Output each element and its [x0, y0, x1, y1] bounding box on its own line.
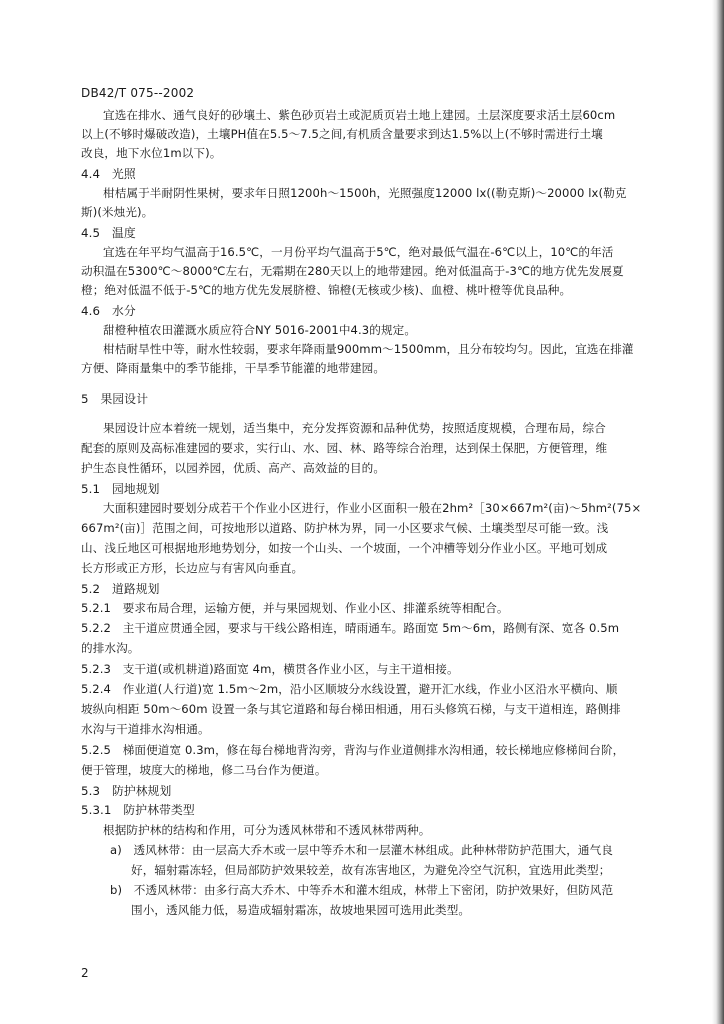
text-line: 配套的原则及高标准建园的要求，实行山、水、园、林、路等综合治理，达到保土保肥，方便管理，维	[81, 441, 608, 455]
text-line: 5.2.2 主干道应贯通全园，要求与干线公路相连，晴雨通车。路面宽 5m～6m，路侧有深、宽各 0.5m	[81, 621, 620, 635]
text-line: 水沟与干道排水沟相通。	[81, 722, 210, 736]
text-line: 好，辐射霜冻轻，但局部防护效果较差，故有冻害地区，为避免冷空气沉积，宜选用此类型；	[131, 863, 611, 877]
scan-edge-strip	[712, 0, 724, 1024]
text-line: 动积温在5300℃～8000℃左右，无霜期在280天以上的地带建园。绝对低温高于-3℃的地方优先发展夏	[81, 264, 624, 278]
text-line: 5.2.4 作业道(人行道)宽 1.5m～2m，沿小区顺坡分水线设置，避开汇水线，作业小区沿水平横向、顺	[81, 682, 618, 696]
text-line: 5.2.5 梯面便道宽 0.3m，修在每台梯地背沟旁，背沟与作业道侧排水沟相通，较长梯地应修梯间台阶，	[81, 743, 625, 757]
text-line: b) 不透风林带：由多行高大乔木、中等乔木和灌木组成，林带上下密闭，防护效果好，但防风范	[110, 883, 614, 897]
text-line: 根据防护林的结构和作用，可分为透风林带和不透风林带两种。	[103, 823, 431, 837]
section-heading: 4.5 温度	[81, 226, 136, 240]
text-line: 宜选在排水、通气良好的砂壤土、紫色砂页岩土或泥质页岩土地上建园。土层深度要求活土层60cm	[103, 108, 616, 122]
text-line: 方便、降雨量集中的季节能排，干旱季节能灌的地带建园。	[81, 361, 386, 375]
text-line: 的排水沟。	[81, 641, 140, 655]
section-heading: 5.3.1 防护林带类型	[81, 803, 195, 817]
text-line: 便于管理，坡度大的梯地，修二马台作为便道。	[81, 763, 327, 777]
text-line: 柑桔属于半耐阴性果树，要求年日照1200h～1500h，光照强度12000 lx((勒克斯)～20000 lx(勒克	[103, 186, 627, 200]
section-heading: 5 果园设计	[81, 392, 149, 406]
section-heading: 4.4 光照	[81, 167, 136, 181]
section-heading: 5.1 园地规划	[81, 482, 160, 496]
text-line: a) 透风林带：由一层高大乔木或一层中等乔木和一层灌木林组成。此种林带防护范围大，通气良	[110, 843, 613, 857]
text-line: 甜橙种植农田灌溉水质应符合NY 5016-2001中4.3的规定。	[103, 323, 417, 337]
text-line: 以上(不够时爆破改造)，土壤PH值在5.5～7.5之间,有机质含量要求到达1.5%以上(不够时需进行土壤	[81, 127, 603, 141]
text-line: 围小，透风能力低，易造成辐射霜冻，故坡地果园可选用此类型。	[131, 903, 471, 917]
page-number: 2	[81, 966, 89, 980]
text-line: 5.2.1 要求布局合理，运输方便，并与果园规划、作业小区、排灌系统等相配合。	[81, 601, 509, 615]
section-heading: 5.3 防护林规划	[81, 784, 172, 798]
text-line: 斯)(米烛光)。	[81, 205, 154, 219]
text-line: 果园设计应本着统一规划，适当集中，充分发挥资源和品种优势，按照适度规模，合理布局，综合	[103, 421, 606, 435]
text-line: 柑桔耐旱性中等，耐水性较弱，要求年降雨量900mm～1500mm，且分布较均匀。因此，宜选在排灌	[103, 342, 634, 356]
text-line: 护生态良性循环，以园养园，优质、高产、高效益的目的。	[81, 461, 386, 475]
document-code: DB42/T 075--2002	[81, 86, 195, 100]
section-heading: 4.6 水分	[81, 304, 136, 318]
text-line: 667m²(亩)］范围之间，可按地形以道路、防护林为界，同一小区要求气候、土壤类型尽可能一致。浅	[81, 521, 609, 535]
text-line: 长方形或正方形，长边应与有害风向垂直。	[81, 561, 304, 575]
text-line: 5.2.3 支干道(或机耕道)路面宽 4m，横贯各作业小区，与主干道相接。	[81, 662, 459, 676]
text-line: 橙；绝对低温不低于-5℃的地方优先发展脐橙、锦橙(无核或少核)、血橙、桃叶橙等优良品种。	[81, 283, 572, 297]
text-line: 坡纵向相距 50m～60m 设置一条与其它道路和每台梯田相通，用石头修筑石梯，与支干道相连，路侧排	[81, 702, 621, 716]
text-line: 山、浅丘地区可根据地形地势划分，如按一个山头、一个坡面，一个冲槽等划分作业小区。平地可划成	[81, 541, 608, 555]
text-line: 宜选在年平均气温高于16.5℃，一月份平均气温高于5℃，绝对最低气温在-6℃以上，10℃的年活	[103, 245, 614, 259]
section-heading: 5.2 道路规划	[81, 582, 160, 596]
text-line: 改良，地下水位1m以下)。	[81, 146, 222, 160]
text-line: 大面积建园时要划分成若干个作业小区进行，作业小区面积一般在2hm²［30×667m²(亩)～5hm²(75×	[103, 501, 642, 515]
